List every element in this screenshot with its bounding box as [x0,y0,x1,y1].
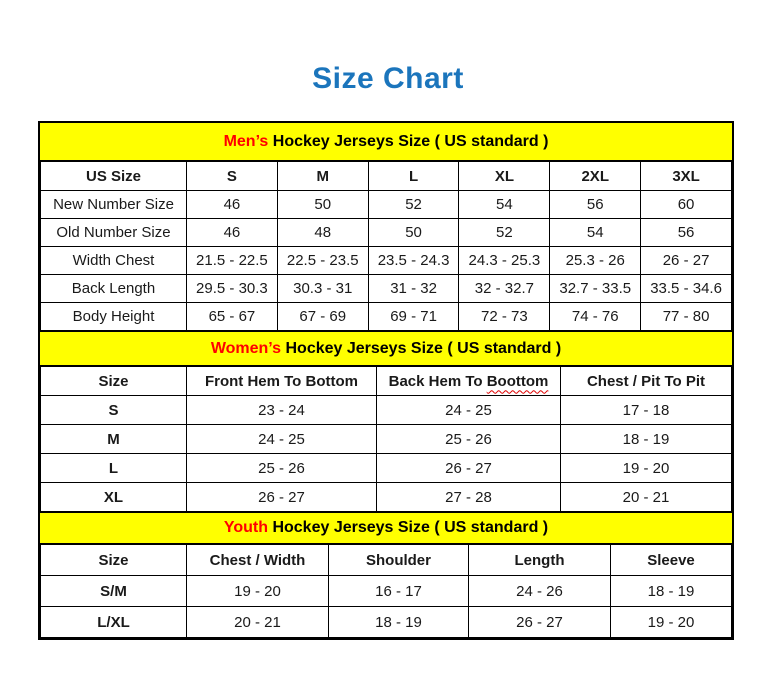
row-label: XL [41,483,187,512]
column-header: Length [469,545,611,576]
table-cell: 54 [459,191,550,219]
table-cell: 46 [187,219,278,247]
row-label: Old Number Size [41,219,187,247]
table-row [41,483,732,512]
table-cell: 60 [641,191,732,219]
youth-size-table [40,544,732,638]
column-header: S [187,162,278,191]
table-cell: 77 - 80 [641,303,732,331]
column-header [377,367,561,396]
column-header: L [368,162,459,191]
table-cell: 22.5 - 23.5 [277,247,368,275]
table-cell: 24 - 25 [187,425,377,454]
table-row [41,247,732,275]
row-label: New Number Size [41,191,187,219]
table-cell: 24 - 26 [469,576,611,607]
table-cell: 23 - 24 [187,396,377,425]
table-cell: 33.5 - 34.6 [641,275,732,303]
table-cell: 26 - 27 [377,454,561,483]
table-row [41,454,732,483]
womens-section-title: Hockey Jerseys Size ( US standard ) [281,339,562,357]
table-cell: 24.3 - 25.3 [459,247,550,275]
table-cell: 16 - 17 [329,576,469,607]
youth-section-title: Hockey Jerseys Size ( US standard ) [268,519,549,536]
table-cell: 50 [277,191,368,219]
column-header: Shoulder [329,545,469,576]
column-header: US Size [41,162,187,191]
table-cell: 46 [187,191,278,219]
table-cell: 26 - 27 [187,483,377,512]
mens-section-title: Hockey Jerseys Size ( US standard ) [268,132,549,150]
table-cell: 48 [277,219,368,247]
table-cell: 56 [550,191,641,219]
row-label: L [41,454,187,483]
table-cell: 19 - 20 [561,454,732,483]
misspelled-word: Boottom [486,372,549,390]
column-header: Sleeve [611,545,732,576]
table-row [41,275,732,303]
table-cell: 19 - 20 [611,607,732,638]
table-cell: 32.7 - 33.5 [550,275,641,303]
table-header-row [41,162,732,191]
column-header: M [277,162,368,191]
table-row [41,396,732,425]
table-row [41,191,732,219]
row-label: L/XL [41,607,187,638]
row-label: Width Chest [41,247,187,275]
table-cell: 26 - 27 [469,607,611,638]
table-cell: 32 - 32.7 [459,275,550,303]
page-title: Size Chart [312,62,464,95]
column-header: Chest / Pit To Pit [561,367,732,396]
row-label: Back Length [41,275,187,303]
table-header-row [41,367,732,396]
table-cell: 72 - 73 [459,303,550,331]
column-header: Front Hem To Bottom [187,367,377,396]
table-cell: 67 - 69 [277,303,368,331]
mens-size-table [40,161,732,331]
table-cell: 26 - 27 [641,247,732,275]
column-header: 3XL [641,162,732,191]
table-cell: 30.3 - 31 [277,275,368,303]
table-cell: 20 - 21 [561,483,732,512]
table-cell: 65 - 67 [187,303,278,331]
row-label: Body Height [41,303,187,331]
table-row [41,607,732,638]
table-cell: 52 [368,191,459,219]
table-cell: 17 - 18 [561,396,732,425]
table-cell: 23.5 - 24.3 [368,247,459,275]
column-header: Size [41,367,187,396]
table-cell: 27 - 28 [377,483,561,512]
youth-section-header [40,512,732,544]
row-label: S [41,396,187,425]
table-cell: 74 - 76 [550,303,641,331]
table-cell: 54 [550,219,641,247]
column-header: Chest / Width [187,545,329,576]
table-cell: 18 - 19 [611,576,732,607]
column-header: Size [41,545,187,576]
mens-section-header [40,123,732,161]
column-header: 2XL [550,162,641,191]
table-cell: 50 [368,219,459,247]
table-cell: 31 - 32 [368,275,459,303]
size-chart-container [38,121,734,640]
table-cell: 69 - 71 [368,303,459,331]
table-cell: 25 - 26 [187,454,377,483]
table-cell: 25 - 26 [377,425,561,454]
table-cell: 19 - 20 [187,576,329,607]
table-cell: 24 - 25 [377,396,561,425]
table-cell: 20 - 21 [187,607,329,638]
row-label: M [41,425,187,454]
table-row [41,303,732,331]
table-row [41,219,732,247]
table-cell: 56 [641,219,732,247]
womens-section-header [40,331,732,366]
table-row [41,576,732,607]
table-header-row [41,545,732,576]
column-header-text: Back Hem To [388,372,487,390]
table-cell: 21.5 - 22.5 [187,247,278,275]
table-cell: 18 - 19 [561,425,732,454]
table-row [41,425,732,454]
row-label: S/M [41,576,187,607]
womens-size-table [40,366,732,512]
youth-section-accent: Youth [223,519,268,536]
table-cell: 25.3 - 26 [550,247,641,275]
table-cell: 52 [459,219,550,247]
table-cell: 29.5 - 30.3 [187,275,278,303]
womens-section-accent: Women’s [210,339,282,357]
mens-section-accent: Men’s [223,132,269,150]
column-header: XL [459,162,550,191]
table-cell: 18 - 19 [329,607,469,638]
